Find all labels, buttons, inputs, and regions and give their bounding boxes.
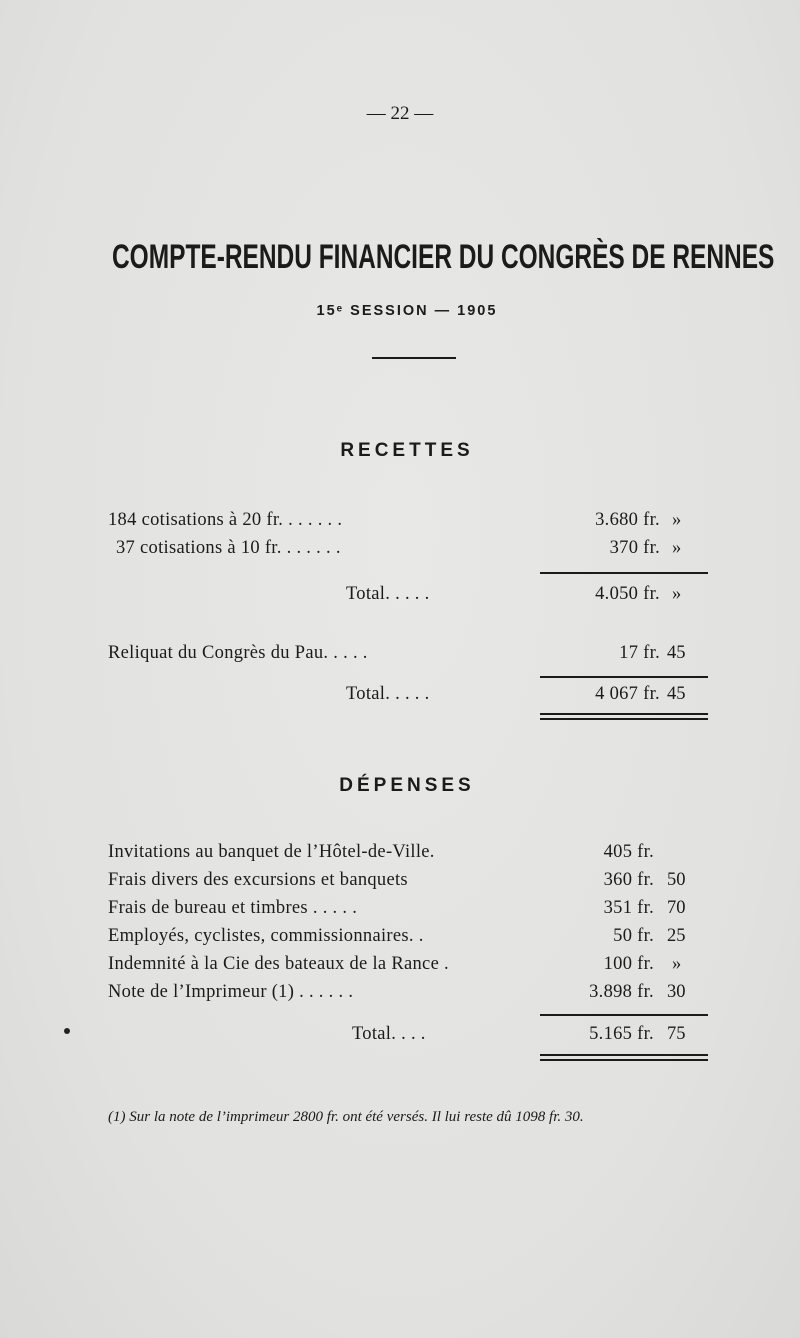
depenses-row-label: Frais de bureau et timbres . . . . . bbox=[108, 898, 358, 918]
recettes-total-cents: » bbox=[672, 584, 682, 604]
recettes-row-cents: » bbox=[672, 510, 682, 530]
margin-dot bbox=[64, 1028, 70, 1034]
title-divider bbox=[372, 357, 456, 359]
depenses-row-label: Indemnité à la Cie des bateaux de la Rance . bbox=[108, 954, 449, 974]
footnote: (1) Sur la note de l’imprimeur 2800 fr. ont été versés. Il lui reste dû 1098 fr. 30. bbox=[108, 1109, 584, 1125]
total-double-rule-top bbox=[540, 713, 708, 715]
page-title: COMPTE-RENDU FINANCIER DU CONGRÈS DE RENNES bbox=[112, 238, 775, 276]
depenses-total-cents: 75 bbox=[667, 1024, 686, 1044]
depenses-total-amount: 5.165 fr. bbox=[589, 1024, 654, 1044]
total-double-rule-bottom bbox=[540, 1059, 708, 1061]
depenses-row-label: Frais divers des excursions et banquets bbox=[108, 870, 408, 890]
recettes-total-amount: 4.050 fr. bbox=[595, 584, 660, 604]
recettes-row-label: 37 cotisations à 10 fr. . . . . . . bbox=[116, 538, 341, 558]
reliquat-cents: 45 bbox=[667, 643, 686, 663]
page-number: — 22 — bbox=[366, 103, 434, 124]
depenses-total-label: Total. . . . bbox=[352, 1024, 426, 1044]
depenses-row-label: Employés, cyclistes, commissionnaires. . bbox=[108, 926, 424, 946]
depenses-row-cents: » bbox=[672, 954, 682, 974]
depenses-row-cents: 30 bbox=[667, 982, 686, 1002]
reliquat-label: Reliquat du Congrès du Pau. . . . . bbox=[108, 643, 368, 663]
reliquat-amount: 17 fr. bbox=[619, 643, 660, 663]
depenses-row-label: Invitations au banquet de l’Hôtel-de-Ville. bbox=[108, 842, 435, 862]
depenses-row-amount: 405 fr. bbox=[603, 842, 654, 862]
total-double-rule-bottom bbox=[540, 718, 708, 720]
recettes-heading: RECETTES bbox=[340, 440, 474, 461]
depenses-row-cents: 25 bbox=[667, 926, 686, 946]
subtotal-rule bbox=[540, 572, 708, 574]
session-subtitle: 15ᵉ SESSION — 1905 bbox=[316, 303, 498, 319]
subtotal-rule bbox=[540, 1014, 708, 1016]
depenses-row-amount: 100 fr. bbox=[603, 954, 654, 974]
recettes-grand-total-amount: 4 067 fr. bbox=[595, 684, 660, 704]
depenses-row-cents: 70 bbox=[667, 898, 686, 918]
depenses-row-amount: 3.898 fr. bbox=[589, 982, 654, 1002]
recettes-row-label: 184 cotisations à 20 fr. . . . . . . bbox=[108, 510, 343, 530]
total-double-rule-top bbox=[540, 1054, 708, 1056]
recettes-grand-total-cents: 45 bbox=[667, 684, 686, 704]
depenses-row-amount: 351 fr. bbox=[603, 898, 654, 918]
depenses-heading: DÉPENSES bbox=[339, 775, 475, 796]
recettes-total-label: Total. . . . . bbox=[346, 584, 430, 604]
recettes-row-cents: » bbox=[672, 538, 682, 558]
depenses-row-label: Note de l’Imprimeur (1) . . . . . . bbox=[108, 982, 354, 1002]
recettes-grand-total-label: Total. . . . . bbox=[346, 684, 430, 704]
recettes-row-amount: 370 fr. bbox=[609, 538, 660, 558]
depenses-row-amount: 50 fr. bbox=[613, 926, 654, 946]
recettes-row-amount: 3.680 fr. bbox=[595, 510, 660, 530]
depenses-row-cents: 50 bbox=[667, 870, 686, 890]
depenses-row-amount: 360 fr. bbox=[603, 870, 654, 890]
subtotal-rule bbox=[540, 676, 708, 678]
